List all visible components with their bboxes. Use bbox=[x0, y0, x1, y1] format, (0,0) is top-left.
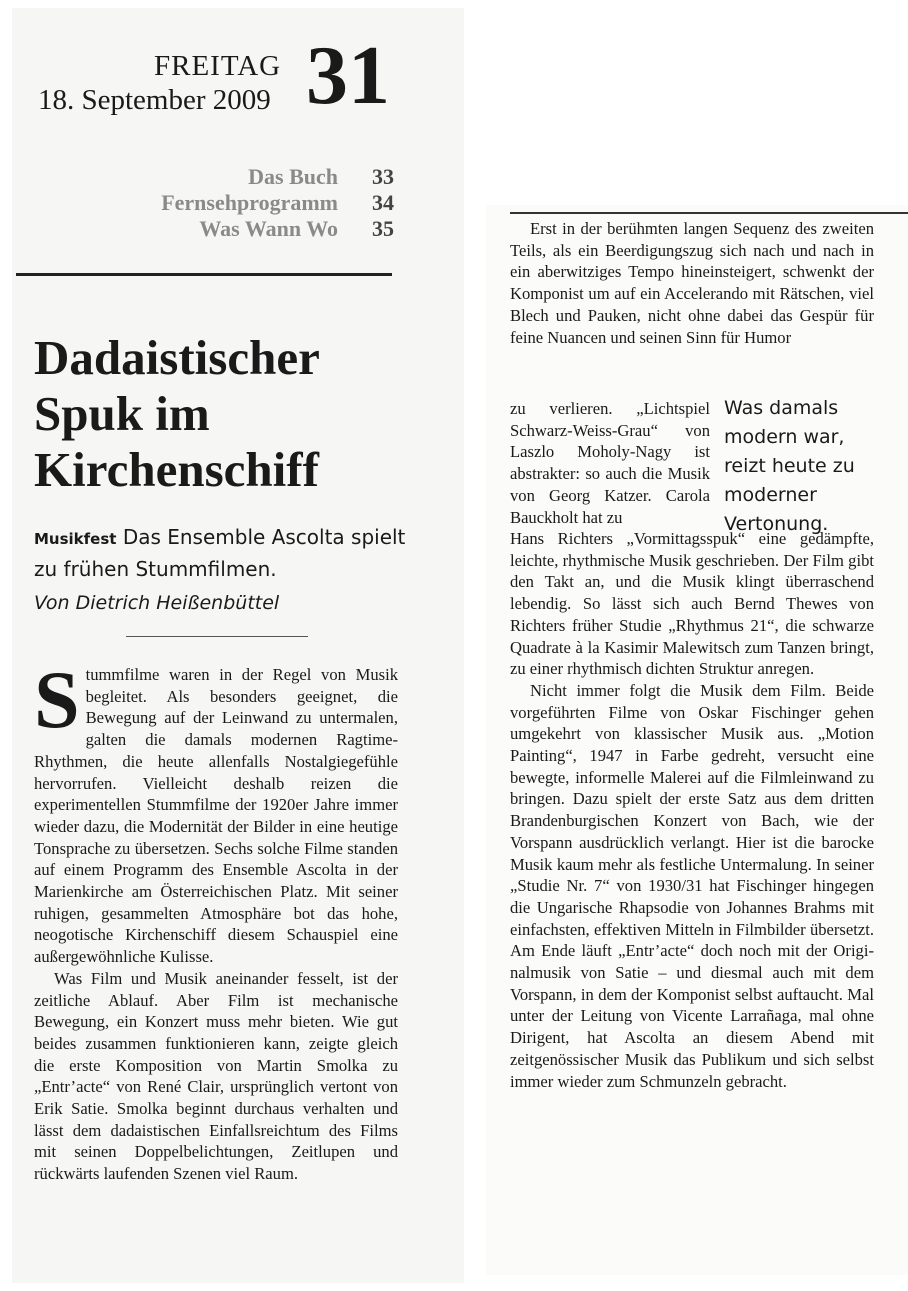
article-lede-text: Das Ensemble Ascolta spielt zu frühen Stummfilmen. bbox=[34, 525, 406, 581]
toc-item bbox=[118, 190, 394, 216]
day-name: FREITAG bbox=[154, 50, 282, 82]
paragraph-text: tummfilme waren in der Regel von Musik begleitet. Als besonders geeignet, die Bewegung auf der Leinwand zu untermalen, galten die damals modernen Ragtime-Rhythmen, die heute allenfalls Nostalgiegefühle hervorrufen. Vielleicht deshalb reizen die experimentellen Stummfilme der 1920er Jahre immer wieder dazu, die Modernität der Bilder in eine heutige Tonsprache zu übersetzen. Sechs solche Filme standen auf einem Programm des Ensemble Ascolta in der Marienkirche am Österreichischen Platz. Mit seiner ruhigen, gesammelten Atmosphäre bot das hohe, neogotische Kirchenschiff diesem Schauspiel eine außergewöhnliche Kulisse. bbox=[34, 665, 398, 967]
article-column-right-bottom bbox=[510, 528, 874, 1092]
paragraph: Hans Richters „Vormittagsspuk“ eine gedämpfte, leichte, rhythmische Musik geschrieben. Der Film gibt den Takt an, und die Musik klingt überraschend lebendig. So lässt sich auch Bernd Thewes von Richters früher Studie „Rhythmus 21“, die schwarze Quadrate à la Kasimir Malewitsch zum Tanzen bringt, zu einer rhythmisch dichten Struktur anregen. bbox=[510, 529, 874, 679]
page-number: 31 bbox=[306, 29, 390, 122]
toc-divider bbox=[16, 273, 392, 276]
toc-item-title: Das Buch bbox=[248, 164, 338, 189]
toc-item-page: 33 bbox=[372, 164, 394, 189]
column-top-rule bbox=[510, 212, 908, 214]
date-line: 18. September 2009 bbox=[38, 84, 271, 116]
paragraph bbox=[34, 654, 398, 968]
masthead bbox=[38, 29, 398, 122]
table-of-contents bbox=[118, 164, 394, 242]
article-column-left bbox=[34, 654, 398, 1185]
paragraph: Nicht immer folgt die Musik dem Film. Beide vorgeführten Filme von Oskar Fischinger gehen umgekehrt von klassischer Musik aus. „Motion Painting“, 1947 in Farbe gedreht, versucht eine bewegte, informelle Malerei auf die Filmleinwand zu bringen. Dazu spielt der erste Satz aus dem dritten Brandenburgischen Konzert von Bach, wie der Vorspann ausdrücklich verlangt. Hier ist die barocke Musik kaum mehr als festliche Untermalung. In seiner „Studie Nr. 7“ von 1930/31 hat Fischinger hingegen die Ungarische Rhapsodie von Johannes Brahms mit einfachsten, effektiven Mitteln in Filmbilder übersetzt. Am Ende läuft „Entr’acte“ doch noch mit der Originalmusik von Satie – und diesmal auch mit dem Vorspann, in dem der Komponist selbst auftaucht. Mal unter der Leitung von Vicente Larrañaga, mal ohne Dirigent, hat Ascolta an diesem Abend mit zeitgenössischer Musik das Publikum und sich selbst immer wieder zum Schmunzeln gebracht. bbox=[510, 680, 874, 1091]
toc-item bbox=[118, 216, 394, 242]
toc-item-page: 35 bbox=[372, 216, 394, 241]
article-column-right-top bbox=[510, 218, 874, 348]
paragraph: Erst in der berühmten langen Sequenz des zweiten Teils, als ein Beerdigungszug sich nach und nach in ein aberwitziges Tempo hineinsteigert, schwenkt der Komponist um auf ein Accelerando mit Rätschen, viel Blech und Pauken, nicht ohne dabei das Gespür für feine Nuancen und seinen Sinn für Humor bbox=[510, 219, 874, 347]
article-column-right-wrap bbox=[510, 398, 710, 528]
toc-item-title: Fernsehprogramm bbox=[161, 190, 338, 215]
toc-item-title: Was Wann Wo bbox=[199, 216, 338, 241]
toc-item bbox=[118, 164, 394, 190]
pull-quote: Was damals modern war, reizt heute zu moderner Vertonung. bbox=[724, 397, 855, 535]
byline-divider bbox=[126, 636, 308, 637]
paragraph: zu verlieren. „Lichtspiel Schwarz-Weiss-Grau“ von Laszlo Moholy-Nagy ist abstrakter: so auch die Musik von Georg Katzer. Carola Bauckholt hat zu bbox=[510, 399, 710, 527]
article-lede bbox=[34, 522, 434, 584]
article-byline: Von Dietrich Heißenbüttel bbox=[34, 592, 280, 614]
article-kicker: Musikfest bbox=[34, 530, 117, 548]
toc-item-page: 34 bbox=[372, 190, 394, 215]
paragraph: Was Film und Musik aneinander fesselt, ist der zeitliche Ablauf. Aber Film ist mechanische Bewegung, ein Konzert muss mehr bieten. Wie gut beides zusammen funktionieren kann, zeigte gleich die erste Komposition von Martin Smolka zu „Entr’acte“ von René Clair, ursprünglich vertont von Erik Satie. Smolka beginnt durchaus verhalten und lässt dem dadaistischen Einfallsreichtum des Films mit seinen Doppelbelichtungen, Zeitlupen und rückwärts laufenden Szenen viel Raum. bbox=[34, 968, 398, 1184]
drop-cap: S bbox=[34, 654, 80, 745]
article-headline: Dadaistischer Spuk im Kirchenschiff bbox=[34, 330, 319, 497]
